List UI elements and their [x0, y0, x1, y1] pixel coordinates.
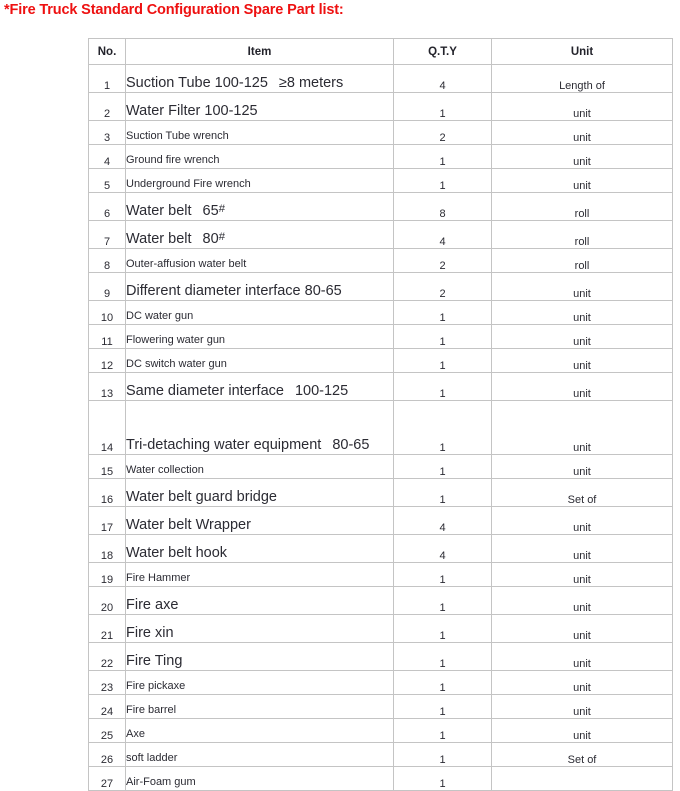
- table-row: [89, 671, 673, 695]
- cell-no: 26: [89, 743, 126, 767]
- item-label: Fire pickaxe: [126, 680, 186, 692]
- cell-unit: roll: [492, 193, 673, 221]
- cell-qty: 4: [394, 221, 492, 249]
- table-row: [89, 643, 673, 671]
- cell-qty: 1: [394, 671, 492, 695]
- cell-item: [126, 301, 394, 325]
- table-row: [89, 221, 673, 249]
- item-label: Water belt guard bridge: [126, 489, 277, 505]
- cell-unit: unit: [492, 145, 673, 169]
- cell-unit: unit: [492, 325, 673, 349]
- cell-item: [126, 373, 394, 401]
- cell-item: [126, 507, 394, 535]
- item-label: Suction Tube wrench: [126, 130, 229, 142]
- table-row: [89, 401, 673, 455]
- cell-item: [126, 455, 394, 479]
- cell-item: [126, 325, 394, 349]
- cell-unit: unit: [492, 301, 673, 325]
- table-row: [89, 325, 673, 349]
- cell-item: [126, 349, 394, 373]
- cell-qty: 1: [394, 643, 492, 671]
- table-row: [89, 349, 673, 373]
- spare-part-table: [88, 38, 673, 791]
- item-label: Fire xin: [126, 625, 174, 641]
- cell-qty: 1: [394, 349, 492, 373]
- cell-no: 21: [89, 615, 126, 643]
- cell-qty: 1: [394, 719, 492, 743]
- item-label: Water collection: [126, 464, 204, 476]
- cell-no: 8: [89, 249, 126, 273]
- cell-no: 12: [89, 349, 126, 373]
- table-row: [89, 507, 673, 535]
- cell-item: [126, 587, 394, 615]
- cell-qty: 1: [394, 401, 492, 455]
- cell-item: [126, 719, 394, 743]
- cell-no: 17: [89, 507, 126, 535]
- column-header-unit: Unit: [492, 39, 673, 65]
- cell-unit: unit: [492, 563, 673, 587]
- table-row: [89, 301, 673, 325]
- cell-unit: roll: [492, 249, 673, 273]
- cell-item: [126, 695, 394, 719]
- item-label: DC switch water gun: [126, 358, 227, 370]
- cell-unit: unit: [492, 121, 673, 145]
- cell-unit: unit: [492, 615, 673, 643]
- cell-no: 7: [89, 221, 126, 249]
- cell-unit: unit: [492, 671, 673, 695]
- table-row: [89, 193, 673, 221]
- table-row: [89, 587, 673, 615]
- item-suffix: 80-65: [332, 437, 370, 453]
- table-header-row: [89, 39, 673, 65]
- cell-no: 14: [89, 401, 126, 455]
- item-label: Water belt hook: [126, 545, 228, 561]
- item-label: soft ladder: [126, 752, 178, 764]
- cell-qty: 1: [394, 301, 492, 325]
- cell-qty: 8: [394, 193, 492, 221]
- cell-unit: unit: [492, 695, 673, 719]
- cell-qty: 1: [394, 615, 492, 643]
- cell-item: [126, 643, 394, 671]
- cell-qty: 2: [394, 249, 492, 273]
- cell-item: [126, 563, 394, 587]
- table-body: [89, 65, 673, 791]
- column-header-qty: Q.T.Y: [394, 39, 492, 65]
- table-row: [89, 145, 673, 169]
- cell-qty: 2: [394, 273, 492, 301]
- cell-unit: unit: [492, 587, 673, 615]
- item-label: Ground fire wrench: [126, 154, 220, 166]
- item-label: Water belt 80#: [126, 230, 225, 247]
- cell-unit: unit: [492, 93, 673, 121]
- item-suffix: 100-125: [294, 383, 349, 399]
- cell-qty: 1: [394, 587, 492, 615]
- cell-no: 10: [89, 301, 126, 325]
- item-suffix: 65#: [202, 202, 225, 219]
- item-label: DC water gun: [126, 310, 194, 322]
- table-row: [89, 249, 673, 273]
- cell-no: 13: [89, 373, 126, 401]
- cell-unit: unit: [492, 507, 673, 535]
- cell-qty: 1: [394, 695, 492, 719]
- cell-qty: 1: [394, 325, 492, 349]
- item-suffix: ≥8 meters: [278, 75, 344, 91]
- cell-no: 3: [89, 121, 126, 145]
- table-row: [89, 743, 673, 767]
- item-label: Tri-detaching water equipment 80-65: [126, 437, 370, 453]
- cell-unit: Set of: [492, 479, 673, 507]
- cell-no: 27: [89, 767, 126, 791]
- cell-item: [126, 671, 394, 695]
- cell-qty: 4: [394, 65, 492, 93]
- cell-unit: unit: [492, 643, 673, 671]
- cell-no: 11: [89, 325, 126, 349]
- cell-item: [126, 145, 394, 169]
- cell-unit: roll: [492, 221, 673, 249]
- cell-item: [126, 121, 394, 145]
- table-row: [89, 615, 673, 643]
- table-row: [89, 373, 673, 401]
- cell-qty: 1: [394, 169, 492, 193]
- item-label: Fire Ting: [126, 653, 183, 669]
- cell-unit: unit: [492, 401, 673, 455]
- cell-qty: 1: [394, 455, 492, 479]
- cell-unit: unit: [492, 273, 673, 301]
- table-row: [89, 455, 673, 479]
- cell-no: 2: [89, 93, 126, 121]
- cell-unit: Length of: [492, 65, 673, 93]
- cell-item: [126, 93, 394, 121]
- table-row: [89, 93, 673, 121]
- item-label: Fire axe: [126, 597, 179, 613]
- cell-item: [126, 169, 394, 193]
- item-suffix: 80#: [202, 230, 225, 247]
- column-header-item: Item: [126, 39, 394, 65]
- column-header-no: No.: [89, 39, 126, 65]
- cell-item: [126, 193, 394, 221]
- cell-item: [126, 401, 394, 455]
- cell-no: 15: [89, 455, 126, 479]
- item-label: Different diameter interface 80-65: [126, 283, 342, 299]
- cell-no: 19: [89, 563, 126, 587]
- cell-no: 5: [89, 169, 126, 193]
- cell-qty: 2: [394, 121, 492, 145]
- cell-item: [126, 273, 394, 301]
- cell-no: 16: [89, 479, 126, 507]
- cell-unit: Set of: [492, 743, 673, 767]
- item-label: Suction Tube 100-125 ≥8 meters: [126, 75, 344, 91]
- table-row: [89, 563, 673, 587]
- page-title: *Fire Truck Standard Configuration Spare Part list:: [4, 2, 344, 18]
- cell-no: 1: [89, 65, 126, 93]
- cell-qty: 4: [394, 507, 492, 535]
- table-row: [89, 273, 673, 301]
- table-row: [89, 65, 673, 93]
- cell-qty: 1: [394, 563, 492, 587]
- hash-mark: #: [218, 230, 225, 243]
- cell-no: 20: [89, 587, 126, 615]
- table-row: [89, 121, 673, 145]
- item-label: Axe: [126, 728, 145, 740]
- cell-no: 22: [89, 643, 126, 671]
- hash-mark: #: [218, 202, 225, 215]
- cell-qty: 1: [394, 145, 492, 169]
- cell-no: 18: [89, 535, 126, 563]
- cell-qty: 1: [394, 93, 492, 121]
- cell-unit: unit: [492, 169, 673, 193]
- cell-item: [126, 479, 394, 507]
- item-label: Outer-affusion water belt: [126, 258, 247, 270]
- item-label: Air-Foam gum: [126, 776, 196, 788]
- cell-no: 6: [89, 193, 126, 221]
- item-label: Flowering water gun: [126, 334, 226, 346]
- cell-unit: unit: [492, 373, 673, 401]
- cell-unit: unit: [492, 535, 673, 563]
- cell-no: 24: [89, 695, 126, 719]
- cell-qty: 1: [394, 743, 492, 767]
- cell-item: [126, 535, 394, 563]
- cell-item: [126, 743, 394, 767]
- cell-qty: 4: [394, 535, 492, 563]
- item-label: Water belt Wrapper: [126, 517, 251, 533]
- item-label: Underground Fire wrench: [126, 178, 251, 190]
- item-label: Same diameter interface 100-125: [126, 383, 349, 399]
- table-row: [89, 695, 673, 719]
- table-row: [89, 719, 673, 743]
- item-label: Fire Hammer: [126, 572, 191, 584]
- cell-unit: unit: [492, 349, 673, 373]
- cell-no: 23: [89, 671, 126, 695]
- item-label: Water belt 65#: [126, 202, 225, 219]
- cell-qty: 1: [394, 479, 492, 507]
- cell-no: 25: [89, 719, 126, 743]
- item-label: Fire barrel: [126, 704, 177, 716]
- cell-no: 9: [89, 273, 126, 301]
- cell-item: [126, 615, 394, 643]
- cell-unit: unit: [492, 455, 673, 479]
- table-row: [89, 169, 673, 193]
- cell-qty: 1: [394, 373, 492, 401]
- cell-item: [126, 221, 394, 249]
- table-row: [89, 479, 673, 507]
- item-label: Water Filter 100-125: [126, 103, 258, 119]
- cell-item: [126, 249, 394, 273]
- table-row: [89, 535, 673, 563]
- cell-qty: 1: [394, 767, 492, 791]
- cell-unit: unit: [492, 719, 673, 743]
- cell-no: 4: [89, 145, 126, 169]
- cell-item: [126, 65, 394, 93]
